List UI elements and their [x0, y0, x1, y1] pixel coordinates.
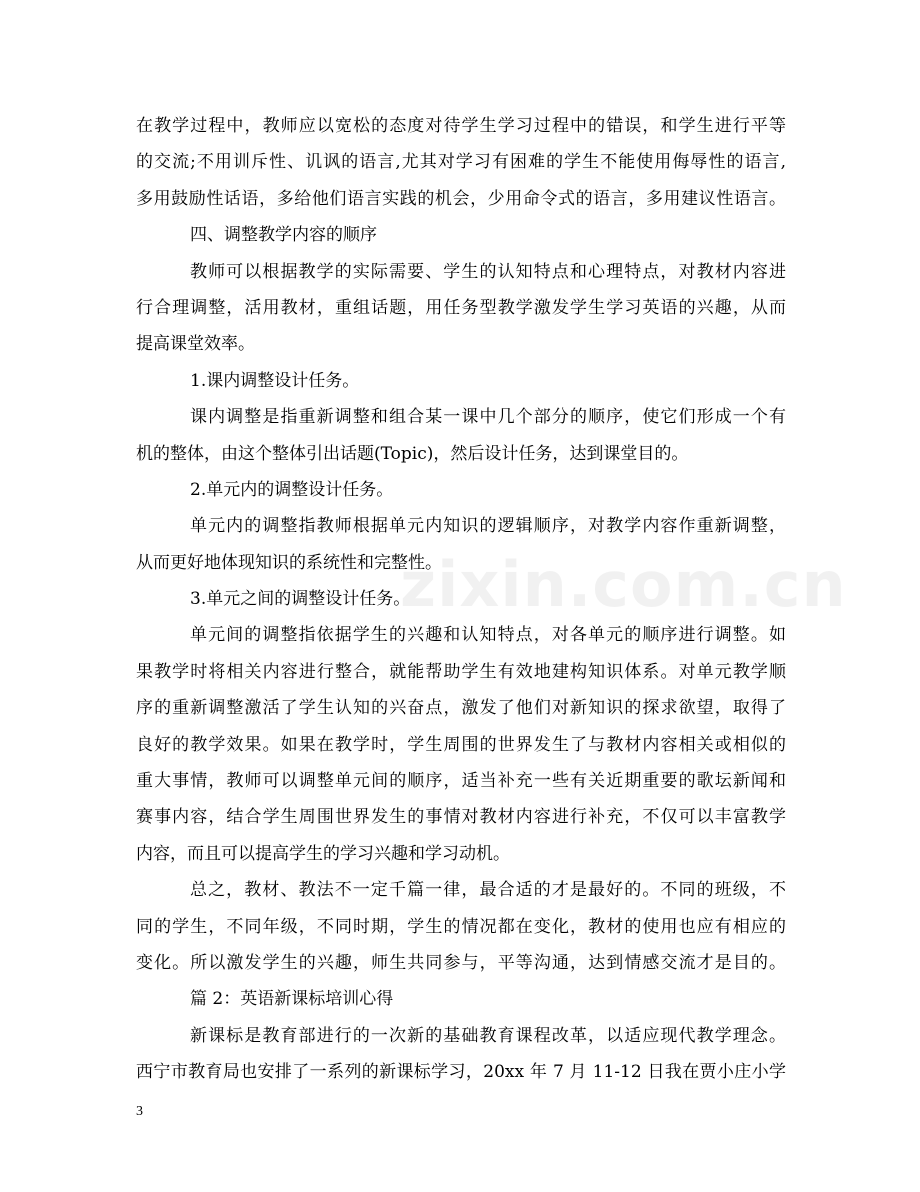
text-line: 果教学时将相关内容进行整合，就能帮助学生有效地建构知识体系。对单元教学顺 — [136, 661, 786, 682]
text-line: 新课标是教育部进行的一次新的基础教育课程改革，以适应现代教学理念。 — [190, 1025, 786, 1046]
text-line: 同的学生，不同年级，不同时期，学生的情况都在变化，教材的使用也应有相应的 — [136, 916, 786, 937]
text-line: 变化。所以激发学生的兴趣，师生共同参与，平等沟通，达到情感交流才是目的。 — [136, 952, 786, 973]
text-line: 机的整体，由这个整体引出话题(Topic)，然后设计任务，达到课堂目的。 — [136, 443, 689, 464]
text-line: 西宁市教育局也安排了一系列的新课标学习，20xx 年 7 月 11-12 日我在贾小庄小学 — [136, 1062, 786, 1083]
text-line: 多用鼓励性话语，多给他们语言实践的机会，少用命令式的语言，多用建议性语言。 — [136, 188, 786, 209]
subsection-heading: 2.单元内的调整设计任务。 — [190, 479, 394, 500]
subsection-heading: 1.课内调整设计任务。 — [190, 370, 360, 391]
section-heading: 篇 2：英语新课标培训心得 — [190, 989, 394, 1010]
text-line: 从而更好地体现知识的系统性和完整性。 — [136, 552, 442, 573]
text-line: 行合理调整，活用教材，重组话题，用任务型教学激发学生学习英语的兴趣，从而 — [136, 297, 786, 318]
watermark: zixin.com.cn — [400, 548, 847, 621]
text-line: 的交流;不用训斥性、讥讽的语言,尤其对学习有困难的学生不能使用侮辱性的语言, — [136, 152, 786, 173]
text-line: 单元内的调整指教师根据单元内知识的逻辑顺序，对教学内容作重新调整， — [190, 516, 786, 537]
text-line: 内容，而且可以提高学生的学习兴趣和学习动机。 — [136, 843, 510, 864]
text-line: 总之，教材、教法不一定千篇一律，最合适的才是最好的。不同的班级，不 — [190, 880, 786, 901]
text-line: 教师可以根据教学的实际需要、学生的认知特点和心理特点，对教材内容进 — [190, 261, 786, 282]
text-line: 赛事内容，结合学生周围世界发生的事情对教材内容进行补充，不仅可以丰富教学 — [136, 807, 786, 828]
text-line: 在教学过程中，教师应以宽松的态度对待学生学习过程中的错误，和学生进行平等 — [136, 116, 786, 136]
text-line: 序的重新调整激活了学生认知的兴奋点，激发了他们对新知识的探求欲望，取得了 — [136, 698, 786, 719]
section-heading: 四、调整教学内容的顺序 — [190, 225, 377, 246]
text-line: 提高课堂效率。 — [136, 334, 255, 355]
text-line: 单元间的调整指依据学生的兴趣和认知特点，对各单元的顺序进行调整。如 — [190, 625, 786, 646]
subsection-heading: 3.单元之间的调整设计任务。 — [190, 589, 411, 610]
text-line: 课内调整是指重新调整和组合某一课中几个部分的顺序，使它们形成一个有 — [190, 407, 786, 428]
text-line: 重大事情，教师可以调整单元间的顺序，适当补充一些有关近期重要的歌坛新闻和 — [136, 771, 786, 792]
text-line: 良好的教学效果。如果在教学时，学生周围的世界发生了与教材内容相关或相似的 — [136, 734, 786, 755]
page-number: 3 — [136, 1104, 143, 1119]
